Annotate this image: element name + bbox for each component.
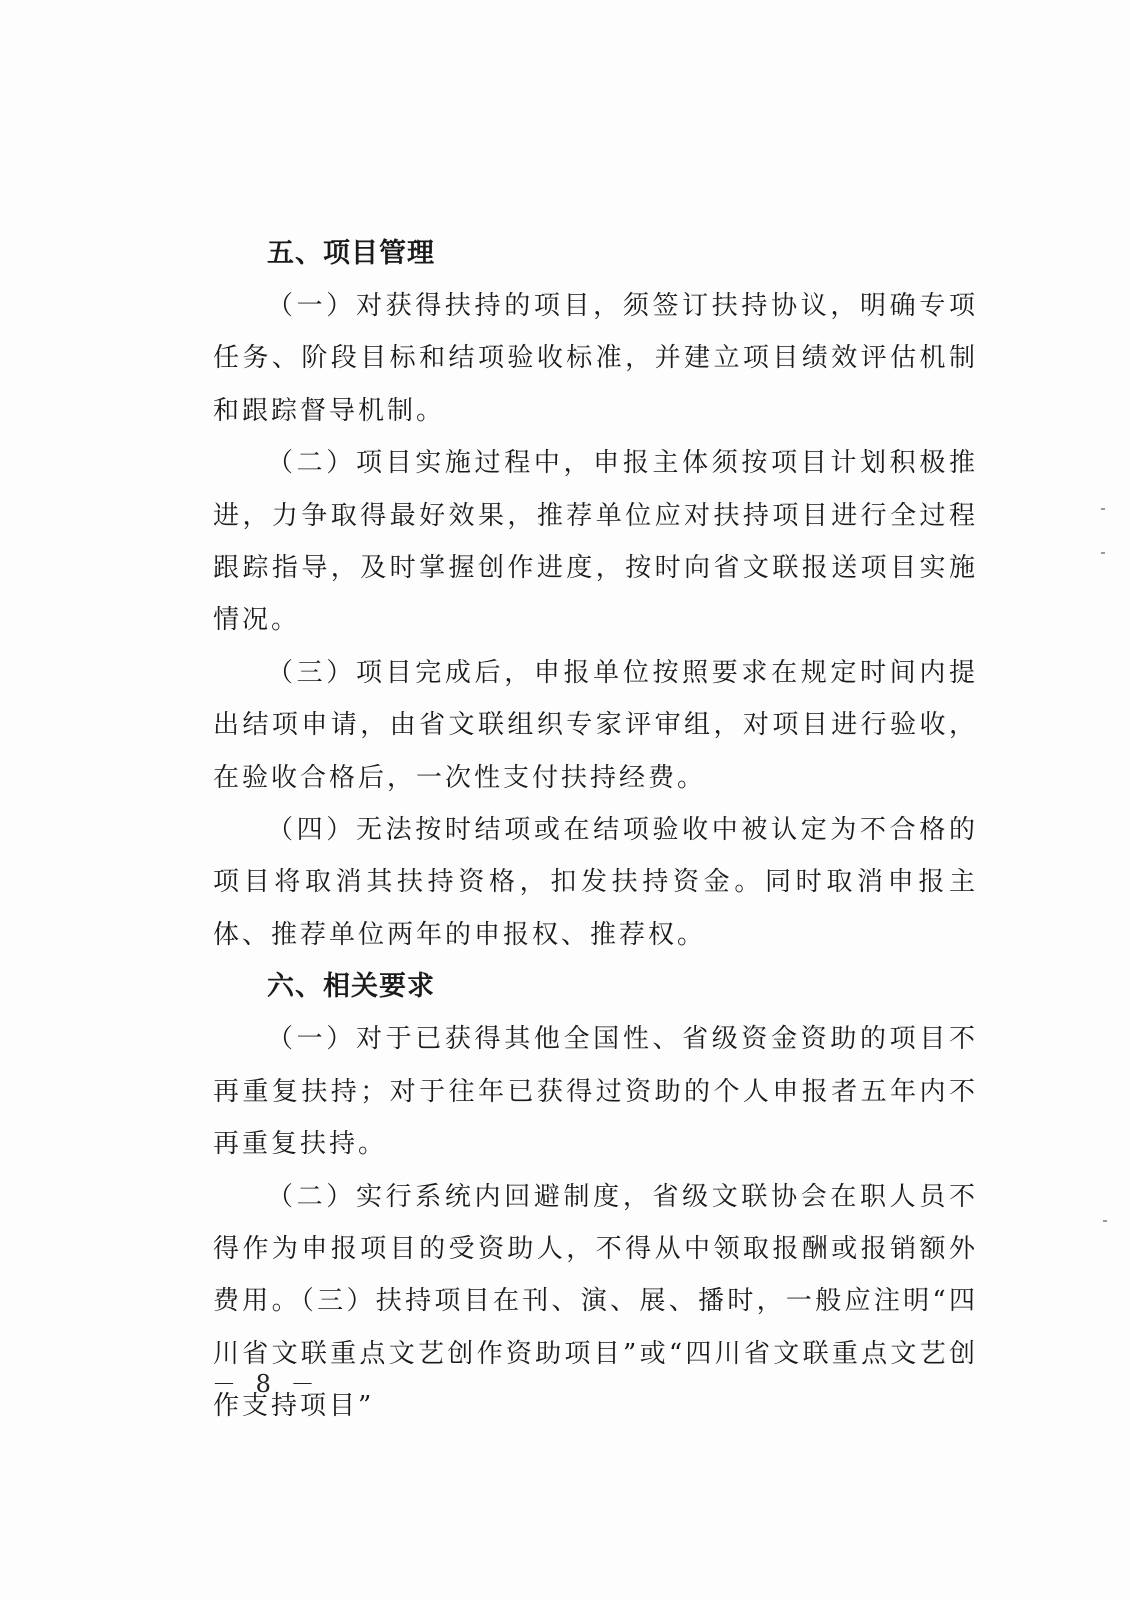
paragraph: （三）项目完成后，申报单位按照要求在规定时间内提出结项申请，由省文联组织专家评审组，对项目进行验收，在验收合格后，一次性支付扶持经费。 bbox=[213, 657, 978, 793]
page-number: － 8 － bbox=[212, 1370, 321, 1398]
scan-speck bbox=[1101, 552, 1105, 554]
paragraph: （四）无法按时结项或在结项验收中被认定为不合格的项目将取消其扶持资格，扣发扶持资金。同时取消申报主体、推荐单位两年的申报权、推荐权。 bbox=[213, 815, 978, 950]
paragraph: （一）对于已获得其他全国性、省级资金资助的项目不再重复扶持；对于往年已获得过资助的个人申报者五年内不再重复扶持。 bbox=[213, 1024, 978, 1160]
scan-speck bbox=[1101, 508, 1105, 510]
paragraph: （二）实行系统内回避制度，省级文联协会在职人员不得作为申报项目的受资助人，不得从中领取报酬或报销额外费用。（三）扶持项目在刊、演、展、播时，一般应注明“四川省文联重点文艺创作资助项目”或“四川省文联重点文艺创作支持项目” bbox=[213, 1181, 978, 1422]
scan-speck bbox=[1103, 1220, 1107, 1222]
section-heading-project-management: 五、项目管理 bbox=[267, 238, 435, 269]
paragraph: （一）对获得扶持的项目，须签订扶持协议，明确专项任务、阶段目标和结项验收标准，并建立项目绩效评估机制和跟踪督导机制。 bbox=[213, 291, 978, 426]
paragraph: （二）项目实施过程中，申报主体须按项目计划积极推进，力争取得最好效果，推荐单位应对扶持项目进行全过程跟踪指导，及时掌握创作进度，按时向省文联报送项目实施情况。 bbox=[213, 448, 978, 636]
section-heading-requirements: 六、相关要求 bbox=[267, 971, 435, 1003]
document-body bbox=[213, 228, 978, 1433]
